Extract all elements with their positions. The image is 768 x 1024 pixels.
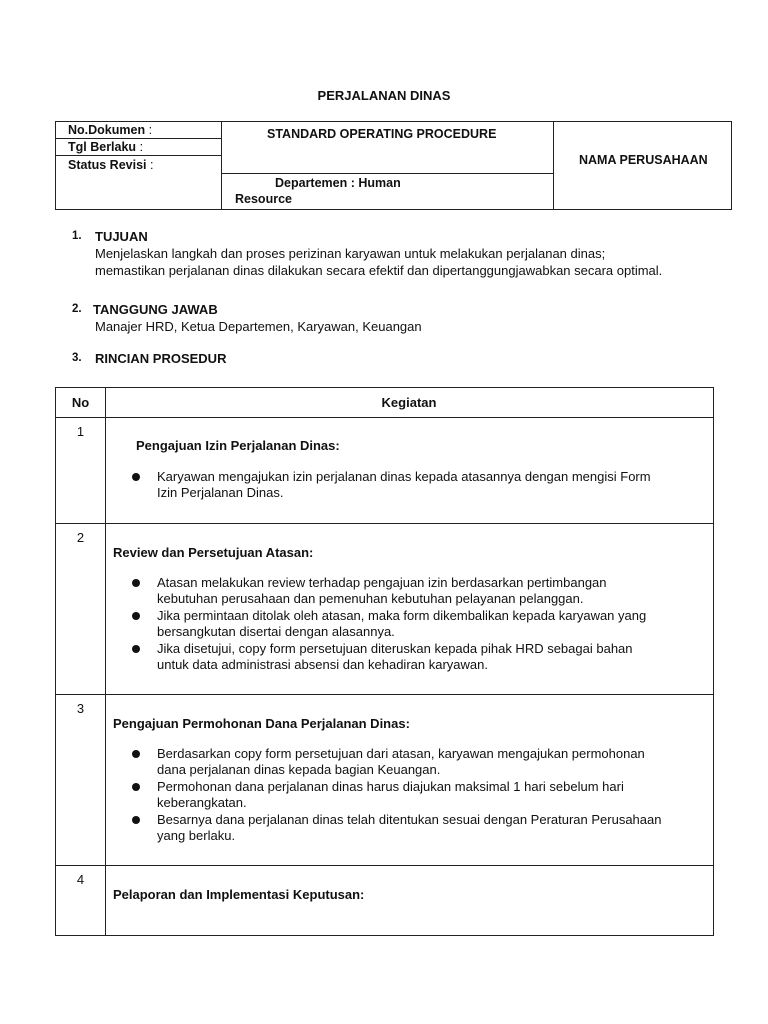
section-tujuan [72,228,732,279]
bullet-item [105,469,703,502]
bullet-icon [132,783,140,791]
section-heading: TANGGUNG JAWAB [93,302,218,317]
header-divider [553,122,554,209]
status-revisi-label: Status Revisi [68,158,147,172]
section-heading: TUJUAN [95,229,148,244]
bullet-line: Jika permintaan ditolak oleh atasan, maka form dikembalikan kepada karyawan yang [157,607,647,623]
section-text-line: memastikan perjalanan dinas dilakukan secara efektif dan dipertanggungjawabkan secara optimal. [95,263,663,278]
bullet-item [105,608,703,641]
no-dokumen-label: No.Dokumen [68,123,146,137]
row-number: 4 [76,872,85,887]
bullet-icon [132,612,140,620]
bullet-icon [132,579,140,587]
bullet-line: Karyawan mengajukan izin perjalanan dinas kepada atasannya dengan mengisi Form [157,469,651,484]
column-header-no: No [71,395,90,410]
table-row-divider [56,694,713,695]
bullet-line: untuk data administrasi absensi dan kehadiran karyawan. [157,657,488,673]
bullet-line: Jika disetujui, copy form persetujuan diteruskan kepada pihak HRD sebagai bahan [157,640,633,656]
header-row-divider [221,173,553,174]
row-title: Pengajuan Permohonan Dana Perjalanan Dinas: [113,716,410,731]
bullet-list [105,469,703,502]
section-tanggung-jawab [72,301,732,335]
bullet-item [105,779,703,812]
sop-title: STANDARD OPERATING PROCEDURE [267,127,497,141]
procedure-table [55,387,714,936]
header-divider [221,122,222,209]
document-header-table [55,121,732,210]
bullet-line: Berdasarkan copy form persetujuan dari atasan, karyawan mengajukan permohonan [157,746,645,761]
table-row-divider [56,523,713,524]
status-revisi-colon: : [150,158,154,172]
row-title: Review dan Persetujuan Atasan: [113,545,314,560]
row-title: Pengajuan Izin Perjalanan Dinas: [136,438,340,453]
column-header-kegiatan: Kegiatan [381,395,437,410]
section-text-line: Menjelaskan langkah dan proses perizinan karyawan untuk melakukan perjalanan dinas; [95,246,606,261]
header-row-divider [56,155,221,156]
section-rincian-prosedur [72,350,732,367]
bullet-line: keberangkatan. [157,795,247,811]
bullet-line: yang berlaku. [157,828,236,844]
bullet-item [105,641,703,674]
section-number: 1. [72,230,82,242]
row-number: 2 [76,530,85,545]
document-title: PERJALANAN DINAS [317,88,451,103]
bullet-icon [132,816,140,824]
tgl-berlaku-field [68,139,143,155]
departemen-line-1: Departemen : Human [275,176,401,190]
section-heading: RINCIAN PROSEDUR [95,351,227,366]
bullet-icon [132,645,140,653]
bullet-line: dana perjalanan dinas kepada bagian Keuangan. [157,762,441,778]
row-title: Pelaporan dan Implementasi Keputusan: [113,887,365,902]
tgl-berlaku-colon: : [139,140,144,154]
bullet-list [105,746,703,844]
bullet-line: Permohonan dana perjalanan dinas harus diajukan maksimal 1 hari sebelum hari [157,778,624,794]
no-dokumen-colon: : [148,123,153,137]
bullet-line: bersangkutan disertai dengan alasannya. [157,624,395,640]
bullet-list [105,575,703,673]
tgl-berlaku-label: Tgl Berlaku [68,140,137,154]
table-row-divider [56,417,713,418]
departemen-line-2: Resource [235,192,292,206]
bullet-line: Besarnya dana perjalanan dinas telah ditentukan sesuai dengan Peraturan Perusahaan [157,811,662,827]
bullet-icon [132,473,140,481]
status-revisi-field [68,157,153,173]
row-number: 3 [76,701,85,716]
bullet-item [105,746,703,779]
bullet-line: kebutuhan perusahaan dan pemenuhan kebutuhan pelayanan pelanggan. [157,591,584,607]
no-dokumen-field [68,122,152,138]
bullet-item [105,575,703,608]
company-name: NAMA PERUSAHAAN [579,153,708,167]
bullet-icon [132,750,140,758]
section-number: 2. [72,303,82,315]
bullet-item [105,812,703,845]
table-row-divider [56,865,713,866]
section-text-line: Manajer HRD, Ketua Departemen, Karyawan, Keuangan [95,319,422,334]
row-number: 1 [76,424,85,439]
section-number: 3. [72,352,82,364]
bullet-line: Atasan melakukan review terhadap pengajuan izin berdasarkan pertimbangan [157,575,607,590]
bullet-line: Izin Perjalanan Dinas. [157,485,284,501]
